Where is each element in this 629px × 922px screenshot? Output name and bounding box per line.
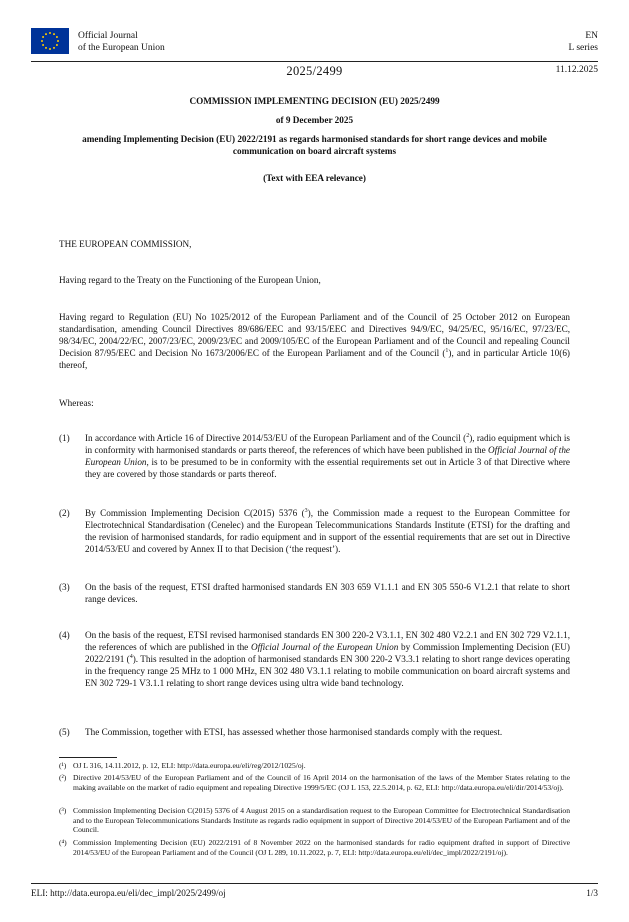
series-label: L series [568, 43, 598, 53]
recital-number: (2) [59, 508, 70, 518]
footnote-text: Commission Implementing Decision C(2015) 5376 of 4 August 2015 on a standardisation request to the European Committee for Electrotechnical Standardisation and to the European Telecommunications Standards Institute as regards radio equipment in support of Directive 2014/53/EU of the European Parliament and of the Council. [73, 806, 570, 835]
decision-subject: amending Implementing Decision (EU) 2022/2191 as regards harmonised standards for short range devices and mobile communication on board aircraft systems [82, 134, 547, 156]
language-code: EN [585, 31, 598, 41]
recital-2-text-b: ), the Commission made a request to the European Committee for Electrotechnical Standardisation (Cenelec) and the European Telecommunications Standards Institute (ETSI) for the drafting and the revision of harmonised standards, for radio equipment and in support of the essential requirements that are set out in Directive 2014/53/EU and covered by Annex II to that Decision (‘the request’). [85, 508, 571, 554]
regulation-text-b: ), and in particular Article 10(6) thereof, [59, 348, 570, 370]
eu-flag-logo [31, 28, 69, 54]
eu-star-icon [42, 44, 44, 46]
journal-name-line1: Official Journal [78, 31, 138, 41]
page-number: 1/3 [586, 888, 598, 898]
recital-text [85, 629, 570, 689]
recital-text: On the basis of the request, ETSI drafted harmonised standards EN 303 659 V1.1.1 and EN 305 550-6 V1.2.1 that relate to short range devices. [85, 582, 570, 604]
journal-name [78, 30, 165, 54]
eu-star-icon [57, 40, 59, 42]
footnote-ref-1[interactable]: 1 [445, 347, 449, 354]
regulation-citation [59, 311, 570, 371]
footnote-number: (¹) [59, 761, 67, 770]
eu-star-icon [45, 47, 47, 49]
publication-date: 11.12.2025 [555, 65, 598, 75]
recital-2-text-a: By Commission Implementing Decision C(2015) 5376 ( [85, 508, 305, 518]
eu-star-icon [45, 33, 47, 35]
treaty-citation: Having regard to the Treaty on the Functioning of the European Union, [59, 275, 321, 285]
decision-date: of 9 December 2025 [275, 115, 354, 125]
eu-star-icon [53, 33, 55, 35]
commission-heading: THE EUROPEAN COMMISSION, [59, 239, 192, 249]
recital-text [85, 432, 570, 480]
eu-star-icon [49, 32, 51, 34]
recital-text: The Commission, together with ETSI, has assessed whether those harmonised standards comply with the request. [85, 727, 503, 737]
footnote-text[interactable]: OJ L 316, 14.11.2012, p. 12, ELI: http://data.europa.eu/eli/reg/2012/1025/oj. [73, 761, 306, 770]
recital-1-text-b: ), radio equipment which is in conformity with harmonised standards or parts thereof, the references of which have been published in the [85, 433, 570, 455]
recital-number: (4) [59, 630, 70, 640]
eu-star-icon [49, 48, 51, 50]
recital-number: (3) [59, 582, 70, 592]
footer-divider [31, 883, 598, 884]
recital-1-text-c: , is to be presumed to be in conformity with the essential requirements set out in Article 3 of that Directive where they are covered by those standards or parts thereof. [85, 457, 570, 479]
eea-relevance: (Text with EEA relevance) [263, 173, 366, 183]
recital-4-text-a: On the basis of the request, ETSI revised harmonised standards EN 300 220-2 V3.1.1, EN 302 480 V2.2.1 and EN 302 729 V2.1.1, the references of which are published in the [85, 630, 570, 652]
journal-name-italic: Official Journal of the European Union [250, 642, 399, 652]
eu-star-icon [53, 47, 55, 49]
footnote-number: (⁴) [59, 838, 67, 847]
footnote-number: (³) [59, 806, 67, 815]
decision-title: COMMISSION IMPLEMENTING DECISION (EU) 2025/2499 [189, 96, 440, 106]
language-series [569, 30, 598, 54]
document-number: 2025/2499 [286, 64, 343, 78]
recital-number: (5) [59, 727, 70, 737]
eu-star-icon [56, 44, 58, 46]
eu-star-icon [56, 36, 58, 38]
eu-stars-icon [31, 28, 69, 54]
eli-link[interactable]: ELI: http://data.europa.eu/eli/dec_impl/2025/2499/oj [31, 888, 226, 898]
recital-1-text-a: In accordance with Article 16 of Directive 2014/53/EU of the European Parliament and of the Council ( [85, 433, 467, 443]
footnote-ref-2[interactable]: 2 [466, 432, 470, 439]
journal-name-line2: of the European Union [78, 43, 165, 53]
footnote-divider [59, 757, 117, 758]
regulation-text-a: Having regard to Regulation (EU) No 1025/2012 of the European Parliament and of the Council of 25 October 2012 on European standardisation, amending Council Directives 89/686/EEC and 93/15/EEC and Directives 94/9/EC, 94/25/EC, 95/16/EC, 97/23/EC, 98/34/EC, 2004/22/EC, 2007/23/EC, 2009/23/EC and 2009/105/EC of the European Parliament and of the Council and repealing Council Decision 87/95/EEC and Decision No 1673/2006/EC of the European Parliament and of the Council ( [59, 312, 570, 358]
eu-star-icon [41, 40, 43, 42]
eu-star-icon [42, 36, 44, 38]
footnote-ref-3[interactable]: 3 [304, 507, 308, 514]
whereas-heading: Whereas: [59, 398, 94, 408]
recital-number: (1) [59, 433, 70, 443]
header-divider [31, 61, 598, 62]
recital-4-text-b: by Commission Implementing Decision (EU) 2022/2191 ( [85, 642, 570, 664]
recital-text [85, 507, 570, 555]
footnote-number: (²) [59, 773, 67, 782]
footnote-ref-4[interactable]: 4 [129, 653, 133, 660]
footnote-text[interactable]: Commission Implementing Decision (EU) 2022/2191 of 8 November 2022 on the harmonised standards for radio equipment drafted in support of Directive 2014/53/EU of the European Parliament and of the Council (OJ L 289, 10.11.2022, p. 7, ELI: http://data.europa.eu/eli/dec_impl/2022/2191/oj). [73, 838, 570, 857]
footnote-text[interactable]: Directive 2014/53/EU of the European Parliament and of the Council of 16 April 2014 on the harmonisation of the laws of the Member States relating to the making available on the market of radio equipment and repealing Directive 1999/5/EC (OJ L 153, 22.5.2014, p. 62, ELI: http://data.europa.eu/eli/dir/2014/53/oj). [73, 773, 570, 792]
journal-name-italic: Official Journal of the European Union [85, 445, 570, 467]
recital-4-text-c: ). This resulted in the adoption of harmonised standards EN 300 220-2 V3.3.1 relating to short range devices operating in the frequency range 25 MHz to 1 000 MHz, EN 302 480 V3.1.1 relating to mobile communication on board aircraft systems and EN 302 729-1 V3.1.1 relating to short range devices using ultra wide band technology. [85, 654, 570, 688]
